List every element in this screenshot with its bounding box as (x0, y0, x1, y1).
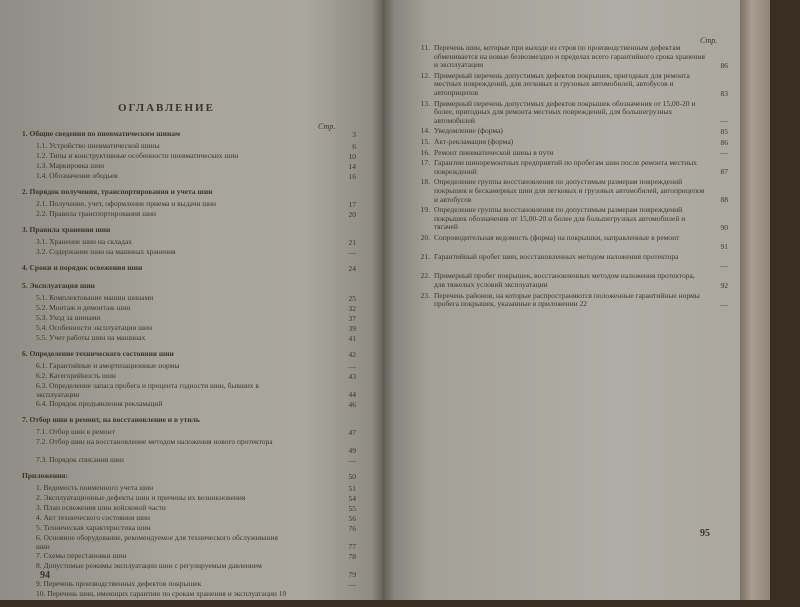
toc-item-text: 2.1. Получение, учет, оформление приема и выдачи шин (36, 199, 217, 208)
toc-item (36, 400, 292, 409)
toc-item (36, 428, 292, 437)
appendix-item (420, 147, 706, 158)
toc-page-number: 25 (348, 294, 356, 303)
toc-item-text: 7.1. Отбор шин в ремонт (36, 427, 115, 436)
toc-section (22, 226, 292, 235)
toc-item-text: 5. Техническая характеристика шин (36, 523, 151, 532)
appendix-page-number: 90 (720, 223, 728, 232)
toc-item (36, 314, 292, 323)
toc-item-text: 7.2. Отбор шин на восстановление методом наложения нового протектора (36, 437, 273, 446)
toc-item (36, 534, 292, 551)
toc-item-text: 6. Основное оборудование, рекомендуемое для технического обслуживания шин (36, 533, 278, 551)
toc-page-number: — (348, 598, 356, 607)
toc-item (36, 382, 292, 399)
toc-page-number: 21 (348, 238, 356, 247)
page-column-header: Стр. (318, 122, 336, 131)
appendix-item-number: 16. (420, 147, 430, 157)
toc-item-text: 4. Акт технического состояния шин (36, 513, 151, 522)
toc-item-text: 1.3. Маркировка шин (36, 161, 105, 170)
page-number: 95 (700, 528, 710, 539)
appendix-item-number: 23. (420, 290, 430, 300)
toc-section (22, 188, 292, 197)
toc-item-text: 3. План освежения шин войсковой части (36, 503, 166, 512)
toc-item (36, 580, 292, 589)
toc-item (36, 590, 292, 607)
toc-item-text: 1.4. Обозначение ободьев (36, 171, 118, 180)
toc-item-text: 8. Допустимые режимы эксплуатации шин с регулируемым давлением (36, 561, 262, 570)
toc-page-number: 76 (348, 524, 356, 533)
page-column-header: Стр. (700, 36, 718, 45)
toc-item-text: 5. Эксплуатация шин (22, 281, 95, 290)
toc-item-text: 5.2. Монтаж и демонтаж шин (36, 303, 131, 312)
toc-item (36, 324, 292, 333)
appendix-item (420, 126, 706, 136)
toc-item-text: 1.1. Устройство пневматической шины (36, 141, 160, 150)
toc-item (36, 562, 292, 571)
appendix-item-text: Гарантии шиноремонтных предприятий по пробегам шин после ремонта местных повреждений (434, 158, 698, 176)
appendix-item-text: Уведомление (форма) (434, 126, 503, 136)
toc-item-text: 6.3. Определение запаса пробега и процента годности шин, бывших в эксплуатации (36, 381, 259, 399)
toc-item (36, 200, 292, 209)
appendix-item-number: 15. (420, 137, 430, 146)
appendix-item-number: 11. (420, 43, 430, 52)
toc-item-text: 7.3. Порядок списания шин (36, 455, 124, 464)
appendix-item-text: Определение группы восстановления по допустимым размерам повреждений покрышек обозначения от 15,00-20 и более для большегрузных автомобилей и тягачей (434, 205, 686, 232)
toc-item-text: 5.3. Уход за шинами (36, 313, 101, 322)
toc-page-number: 54 (348, 494, 356, 503)
appendix-item (420, 252, 706, 262)
appendix-item-text: Определение группы восстановления по допустимым размерам повреждений покрышек и бескамерных шин для легковых и грузовых автомобилей, автоприцепов и автобусов (434, 177, 705, 204)
appendix-item-number: 14. (420, 126, 430, 136)
toc-item-text: 2. Порядок получения, транспортирования и учета шин (22, 187, 213, 196)
toc-page-number: 46 (348, 400, 356, 409)
toc-item (36, 484, 292, 493)
book-cover-edge (740, 0, 770, 600)
toc-item (36, 294, 292, 303)
toc-item-text: 6.4. Порядок предъявления рекламаций (36, 399, 163, 408)
toc-page-number: 43 (348, 372, 356, 381)
toc-item (36, 456, 292, 465)
toc-page-number: 55 (348, 504, 356, 513)
appendix-item-text: Примерный перечень допустимых дефектов покрышек обозначения от 15,00-20 и более, пригодных для ремонта местных повреждений, для большегрузных автомобилей (434, 98, 696, 125)
toc-section (22, 472, 292, 481)
appendix-item (420, 158, 706, 176)
appendix-item-number: 12. (420, 70, 430, 80)
toc-page-number: 49 (348, 446, 356, 455)
toc-item-text: 1. Общие сведения по пневматическим шинам (22, 129, 181, 138)
toc-item-text: 2.2. Правила транспортирования шин (36, 209, 157, 218)
toc-item-text: 7. Отбор шин в ремонт, на восстановление и в утиль (22, 415, 200, 424)
appendix-item-number: 20. (420, 233, 430, 242)
appendix-item-number: 22. (420, 271, 430, 281)
appendix-item-text: Ремонт пневматической шины в пути (434, 147, 554, 157)
toc-item-text: 9. Перечень производственных дефектов покрышек (36, 579, 202, 588)
book-spine (372, 0, 394, 600)
appendix-page-number: 88 (720, 195, 728, 205)
appendix-page-number: 92 (720, 280, 728, 290)
toc-item (36, 238, 292, 247)
appendix-item-number: 21. (420, 252, 430, 262)
toc-item (36, 514, 292, 523)
toc-item-text: 3.2. Содержание шин на машинах хранения (36, 247, 176, 256)
toc-item (36, 172, 292, 181)
appendix-item (420, 290, 706, 309)
toc-section (22, 282, 292, 291)
toc-item (36, 334, 292, 343)
toc-page-number: 24 (348, 264, 356, 273)
toc-page-number: — (348, 362, 356, 371)
toc-page-number: 20 (348, 210, 356, 219)
appendix-item (420, 233, 706, 243)
appendix-item-number: 19. (420, 205, 430, 215)
appendix-page-number: — (720, 299, 728, 309)
appendix-page-number: — (720, 261, 728, 271)
toc-page-number: 47 (348, 428, 356, 437)
toc-item (36, 304, 292, 313)
appendix-page-number: 83 (720, 88, 728, 98)
toc-page-number: 39 (348, 324, 356, 333)
toc-page-number: 16 (348, 172, 356, 181)
appendix-page-number: — (720, 148, 728, 158)
toc-page-number: 50 (348, 472, 356, 481)
appendix-item (420, 177, 706, 204)
toc-page-number: 51 (348, 484, 356, 493)
page-number: 94 (40, 570, 50, 581)
toc-item (36, 162, 292, 171)
toc-section (22, 350, 292, 359)
toc-page-number: 78 (348, 552, 356, 561)
toc-page-number: — (348, 580, 356, 589)
appendix-item-number: 18. (420, 177, 430, 187)
appendix-page-number: — (720, 116, 728, 126)
appendix-item-text: Примерный перечень допустимых дефектов покрышек, пригодных для ремонта местных повреждений, для легковых и грузовых автомобилей, автобусов и автоприцепов (434, 70, 690, 97)
appendix-item (420, 70, 706, 98)
toc-section (22, 130, 292, 139)
appendix-item (420, 205, 706, 232)
appendix-item (420, 137, 706, 147)
left-page (0, 0, 382, 607)
toc-item (36, 152, 292, 161)
toc-item-text: 1. Ведомость поименного учета шин (36, 483, 154, 492)
toc-page-number: 44 (348, 390, 356, 399)
toc-item (36, 438, 292, 447)
toc-page-number: — (348, 248, 356, 257)
appendix-item (420, 271, 706, 289)
appendix-item-text: Сопроводительная ведомость (форма) на покрышки, направленные в ремонт (434, 233, 680, 242)
appendix-item (420, 43, 706, 70)
right-page (382, 0, 770, 600)
appendix-item-text: Перечень шин, которые при выходе из строя по производственным дефектам обменивается на новые безвозмездно и пределах всего гарантийного срока хранения и эксплуатации (434, 43, 705, 70)
appendix-page-number: 85 (720, 127, 728, 136)
toc-page-number: 3 (352, 130, 356, 139)
appendix-page-number: 86 (720, 60, 728, 70)
toc-item-text: 3.1. Хранение шин на складах (36, 237, 133, 246)
toc-item-text: 6.1. Гарантийные и амортизационные нормы (36, 361, 180, 370)
toc-item-text: 5.1. Комплектование машин шинами (36, 293, 154, 302)
appendix-item-text: Гарантийный пробег шин, восстановленных методом наложения протектора (434, 252, 679, 262)
toc-item (36, 362, 292, 371)
toc-item (36, 524, 292, 533)
toc-item-text: 5.4. Особенности эксплуатации шин (36, 323, 153, 332)
toc-item (36, 494, 292, 503)
appendix-item-text: Акт-рекламация (форма) (434, 137, 514, 146)
toc-item-text: 1.2. Типы и конструктивные особенности пневматических шин (36, 151, 239, 160)
toc-item (36, 552, 292, 561)
appendix-page-number: 86 (720, 137, 728, 147)
toc-item (36, 210, 292, 219)
appendix-item-text: Примерный пробег покрышек, восстановленных методом наложения протектора, для тяжелых условий эксплуатации (434, 271, 695, 289)
toc-item-text: 7. Схемы перестановки шин (36, 551, 127, 560)
toc-item-text: 6.2. Категорийность шин (36, 371, 116, 380)
toc-section (22, 416, 292, 425)
toc-page-number: — (348, 456, 356, 465)
toc-page-number: 17 (348, 200, 356, 209)
toc-item (36, 504, 292, 513)
appendix-page-number: 91 (720, 242, 728, 252)
appendix-item-number: 17. (420, 158, 430, 168)
appendix-page-number: 87 (720, 167, 728, 177)
toc-page-number: 14 (348, 162, 356, 171)
appendix-item (420, 98, 706, 126)
toc-page-number: 32 (348, 304, 356, 313)
toc-item-text: 10. Перечень шин, имеющих гарантию по срокам хранения и эксплуатации 10 лет (36, 589, 287, 607)
toc-page-number: 37 (348, 314, 356, 323)
toc-page-number: 6 (352, 142, 356, 151)
appendix-item-text: Перечень районов, на которые распространяются положенные гарантийные нормы пробега покрышек, указанные в приложении 22 (434, 290, 700, 309)
toc-item-text: Приложения: (22, 471, 68, 480)
toc-item (36, 372, 292, 381)
toc-page-number: 10 (348, 152, 356, 161)
toc-title: ОГЛАВЛЕНИЕ (118, 102, 215, 114)
toc-section (22, 264, 292, 273)
toc-page-number: 41 (348, 334, 356, 343)
toc-page-number: 77 (348, 542, 356, 551)
toc-item (36, 142, 292, 151)
toc-page-number: 42 (348, 350, 356, 359)
toc-item (36, 248, 292, 257)
toc-item-text: 5.5. Учет работы шин на машинах (36, 333, 146, 342)
toc-item-text: 2. Эксплуатационные дефекты шин и причины их возникновения (36, 493, 246, 502)
toc-item-text: 6. Определение технического состояния шин (22, 349, 174, 358)
toc-page-number: 79 (348, 570, 356, 579)
toc-item-text: 3. Правила хранения шин (22, 225, 111, 234)
toc-item-text: 4. Сроки и порядок освежения шин (22, 263, 143, 272)
appendix-item-number: 13. (420, 98, 430, 108)
toc-page-number: 56 (348, 514, 356, 523)
